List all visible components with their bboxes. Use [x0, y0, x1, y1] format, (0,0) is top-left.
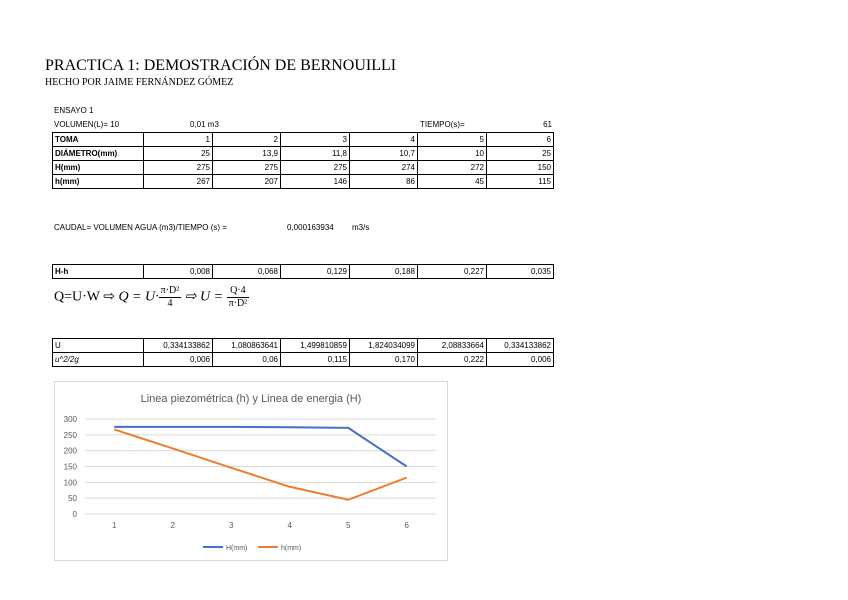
tiempo-value: 61: [543, 120, 552, 129]
row-label: H(mm): [53, 161, 144, 175]
hh-table: [52, 264, 554, 279]
y-tick-label: 0: [72, 510, 77, 519]
caudal-value: 0,000163934: [287, 223, 334, 232]
caudal-label: CAUDAL= VOLUMEN AGUA (m3)/TIEMPO (s) =: [54, 223, 227, 232]
table-cell: 0,006: [487, 353, 554, 367]
x-tick-label: 4: [287, 521, 292, 530]
formula-fraction-1: [159, 285, 182, 310]
formula-part2: Q = U·: [118, 289, 159, 305]
table-cell: 0,129: [281, 265, 350, 279]
table-cell: 13,9: [213, 147, 281, 161]
table-cell: 115: [487, 175, 554, 189]
table-cell: 11,8: [281, 147, 350, 161]
table-cell: 2: [213, 133, 281, 147]
table-row: [53, 265, 554, 279]
table-cell: 207: [213, 175, 281, 189]
table-cell: 86: [350, 175, 418, 189]
velocity-table: [52, 338, 554, 367]
table-cell: 45: [418, 175, 487, 189]
chart-container: [54, 381, 448, 561]
legend-label: H(mm): [226, 545, 248, 552]
tiempo-label: TIEMPO(s)=: [420, 120, 465, 129]
row-label: U: [53, 339, 144, 353]
table-cell: 0,115: [281, 353, 350, 367]
table-cell: 6: [487, 133, 554, 147]
y-tick-label: 250: [63, 430, 77, 440]
y-tick-label: 150: [63, 462, 77, 472]
table-row: [53, 175, 554, 189]
table-cell: 0,334133862: [487, 339, 554, 353]
table-cell: 10: [418, 147, 487, 161]
fraction-numerator: π·D²: [160, 285, 180, 296]
table-cell: 274: [350, 161, 418, 175]
table-cell: 3: [281, 133, 350, 147]
table-cell: 2,08833664: [418, 339, 487, 353]
x-tick-label: 2: [170, 521, 175, 530]
caudal-unit: m3/s: [352, 223, 370, 232]
formula-part3: ⇨ U =: [181, 289, 227, 305]
table-cell: 0,227: [418, 265, 487, 279]
y-tick-label: 300: [63, 415, 77, 424]
line-chart: [55, 382, 447, 560]
table-cell: 0,06: [213, 353, 281, 367]
bernoulli-formula: [54, 285, 249, 310]
ensayo-label: ENSAYO 1: [54, 106, 94, 115]
series-line-1: [114, 427, 407, 467]
table-row: [53, 339, 554, 353]
row-label: u^2/2g: [53, 353, 144, 367]
table-cell: 1,499810859: [281, 339, 350, 353]
x-tick-label: 6: [404, 521, 409, 530]
table-cell: 25: [144, 147, 213, 161]
table-cell: 0,334133862: [144, 339, 213, 353]
row-label: h(mm): [53, 175, 144, 189]
table-cell: 150: [487, 161, 554, 175]
table-row: [53, 161, 554, 175]
table-cell: 0,170: [350, 353, 418, 367]
page-title: PRACTICA 1: DEMOSTRACIÓN DE BERNOUILLI: [45, 57, 397, 74]
fraction-denominator: π·D²: [228, 298, 248, 309]
row-label: TOMA: [53, 133, 144, 147]
series-line-2: [114, 429, 407, 499]
volumen-label: VOLUMEN(L)= 10: [54, 120, 120, 129]
table-cell: 10,7: [350, 147, 418, 161]
measurements-table: [52, 132, 554, 189]
x-tick-label: 3: [229, 521, 234, 530]
x-tick-label: 1: [112, 521, 117, 530]
legend-label: h(mm): [281, 545, 302, 552]
table-cell: 275: [281, 161, 350, 175]
page-subtitle: HECHO POR JAIME FERNÁNDEZ GÓMEZ: [45, 77, 234, 88]
y-tick-label: 50: [68, 494, 77, 504]
row-label: H-h: [53, 265, 144, 279]
table-cell: 0,188: [350, 265, 418, 279]
table-cell: 275: [144, 161, 213, 175]
table-cell: 272: [418, 161, 487, 175]
table-cell: 0,006: [144, 353, 213, 367]
table-cell: 5: [418, 133, 487, 147]
table-cell: 25: [487, 147, 554, 161]
table-cell: 1: [144, 133, 213, 147]
table-cell: 1,824034099: [350, 339, 418, 353]
table-cell: 267: [144, 175, 213, 189]
table-row: [53, 147, 554, 161]
table-cell: 1,080863641: [213, 339, 281, 353]
row-label: DIÁMETRO(mm): [53, 147, 144, 161]
fraction-numerator: Q·4: [227, 285, 250, 298]
table-row: [53, 133, 554, 147]
table-row: [53, 353, 554, 367]
table-cell: 0,222: [418, 353, 487, 367]
table-cell: 0,068: [213, 265, 281, 279]
table-cell: 0,008: [144, 265, 213, 279]
chart-title: Linea piezométrica (h) y Linea de energia (H): [140, 393, 362, 405]
x-tick-label: 5: [346, 521, 351, 530]
formula-fraction-2: [227, 285, 250, 310]
y-tick-label: 100: [63, 478, 77, 488]
fraction-denominator: 4: [167, 298, 173, 309]
table-cell: 275: [213, 161, 281, 175]
formula-part1: Q=U·W ⇨: [54, 289, 119, 305]
table-cell: 4: [350, 133, 418, 147]
volumen-m3: 0,01 m3: [190, 120, 219, 129]
y-tick-label: 200: [63, 446, 77, 456]
table-cell: 146: [281, 175, 350, 189]
table-cell: 0,035: [487, 265, 554, 279]
